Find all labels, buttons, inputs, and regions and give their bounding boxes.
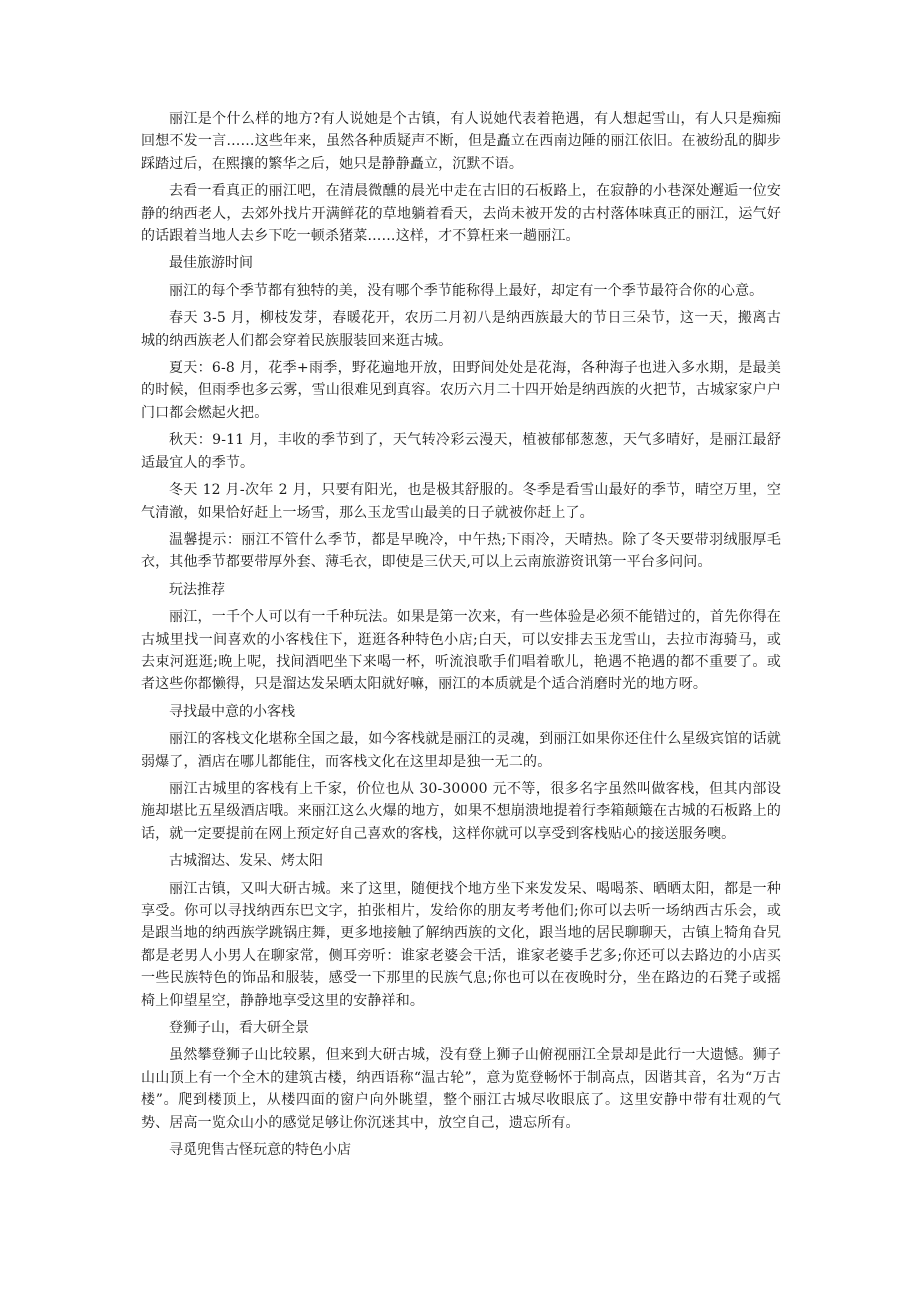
- paragraph-winter: 冬天 12 月-次年 2 月，只要有阳光，也是极其舒服的。冬季是看雪山最好的季节，晴空万里，空气清澈，如果恰好赶上一场雪，那么玉龙雪山最美的日子就被你赶上了。: [141, 482, 781, 521]
- section-heading-best-time: 最佳旅游时间: [169, 255, 253, 272]
- paragraph-tips: 温馨提示：丽江不管什么季节，都是早晚冷，中午热;下雨冷，天晴热。除了冬天要带羽绒服厚毛衣，其他季节都要带厚外套、薄毛衣，即使是三伏天,可以上云南旅游资讯第一平台多问问。: [141, 531, 781, 571]
- paragraph-old-town: 丽江古镇，又叫大研古城。来了这里，随便找个地方坐下来发发呆、喝喝茶、晒晒太阳，都是一种享受。你可以寻找纳西东巴文字，拍张相片，发给你的朋友考考他们;你可以去听一场纳西古乐会，或是跟当地的纳西族学跳锅庄舞，更多地接触了解纳西族的文化，跟当地的居民聊聊天，古镇上犄角旮旯都是老男人小男人在聊家常，侧耳旁听：谁家老婆会干活，谁家老婆手艺多;你还可以去路边的小店买一些民族特色的饰品和服装，感受一下那里的民族气息;你也可以在夜晚时分，坐在路边的石凳子或摇椅上仰望星空，静静地享受这里的安静祥和。: [141, 880, 781, 1009]
- paragraph-intro: 丽江是个什么样的地方?有人说她是个古镇，有人说她代表着艳遇，有人想起雪山，有人只是痴痴回想不发一言……这些年来，虽然各种质疑声不断，但是矗立在西南边陲的丽江依旧。在被纷乱的脚步踩踏过后，在熙攘的繁华之后，她只是静静矗立，沉默不语。: [141, 111, 781, 172]
- section-heading-recommendations: 玩法推荐: [169, 581, 225, 598]
- section-heading-inns: 寻找最中意的小客栈: [169, 703, 295, 720]
- paragraph-summer: 夏天：6-8 月，花季+雨季，野花遍地开放，田野间处处是花海，各种海子也进入多水期，是最美的时候，但雨季也多云雾，雪山很难见到真容。农历六月二十四开始是纳西族的火把节，古城家家户户门口都会燃起火把。: [141, 360, 781, 421]
- paragraph-spring: 春天 3-5 月，柳枝发芽，春暖花开，农历二月初八是纳西族最大的节日三朵节，这一天，搬离古城的纳西族老人们都会穿着民族服装回来逛古城。: [141, 310, 781, 349]
- document-body: [141, 108, 781, 1166]
- section-heading-old-town: 古城溜达、发呆、烤太阳: [169, 853, 323, 870]
- paragraph-inns: 丽江的客栈文化堪称全国之最，如今客栈就是丽江的灵魂，到丽江如果你还住什么星级宾馆的话就弱爆了，酒店在哪儿都能住，而客栈文化在这里却是独一无二的。: [141, 731, 781, 770]
- paragraph-lion-hill: 虽然攀登狮子山比较累，但来到大研古城，没有登上狮子山俯视丽江全景却是此行一大遗憾。狮子山山顶上有一个全木的建筑古楼，纳西语称“温古轮”，意为览登畅怀于制高点，因谐其音，名为“万古楼”。爬到楼顶上，从楼四面的窗户向外眺望，整个丽江古城尽收眼底了。这里安静中带有壮观的气势、居高一览众山小的感觉足够让你沉迷其中，放空自己，遗忘所有。: [141, 1047, 781, 1131]
- paragraph-recommendations: 丽江，一千个人可以有一千种玩法。如果是第一次来，有一些体验是必须不能错过的，首先你得在古城里找一间喜欢的小客栈住下，逛逛各种特色小店;白天，可以安排去玉龙雪山，去拉市海骑马，或去束河逛逛;晚上呢，找间酒吧坐下来喝一杯，听流浪歌手们唱着歌儿，艳遇不艳遇的都不重要了。或者这些你都懒得，只是溜达发呆晒太阳就好嘛，丽江的本质就是个适合消磨时光的地方呀。: [141, 609, 781, 693]
- paragraph-autumn: 秋天：9-11 月，丰收的季节到了，天气转冷彩云漫天，植被郁郁葱葱，天气多晴好，是丽江最舒适最宜人的季节。: [141, 432, 781, 471]
- paragraph-inns-2: 丽江古城里的客栈有上千家，价位也从 30-30000 元不等，很多名字虽然叫做客栈，但其内部设施却堪比五星级酒店哦。来丽江这么火爆的地方，如果不想崩溃地提着行李箱颠簸在古城的石板路上的话，就一定要提前在网上预定好自己喜欢的客栈，这样你就可以享受到客栈贴心的接送服务噢。: [141, 780, 781, 842]
- section-heading-lion-hill: 登狮子山，看大研全景: [169, 1020, 309, 1037]
- paragraph-intro-2: 去看一看真正的丽江吧，在清晨微醺的晨光中走在古旧的石板路上，在寂静的小巷深处邂逅一位安静的纳西老人，去郊外找片开满鲜花的草地躺着看天，去尚未被开发的古村落体味真正的丽江，运气好的话跟着当地人去乡下吃一顿杀猪菜……这样，才不算枉来一趟丽江。: [141, 183, 781, 245]
- section-heading-shops: 寻觅兜售古怪玩意的特色小店: [169, 1142, 351, 1159]
- paragraph-seasons: 丽江的每个季节都有独特的美，没有哪个季节能称得上最好，却定有一个季节最符合你的心意。: [169, 282, 764, 299]
